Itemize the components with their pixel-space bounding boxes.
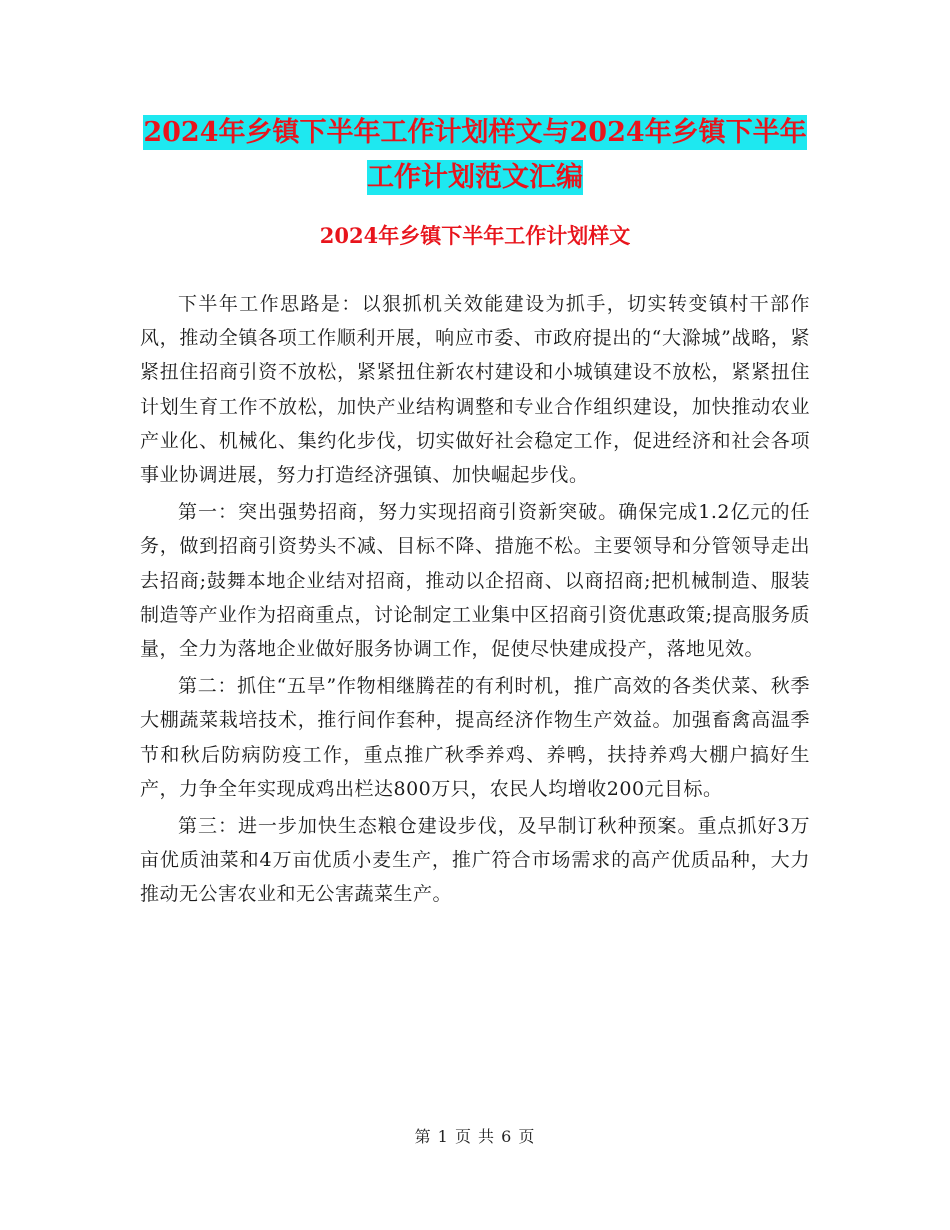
section-title: 2024年乡镇下半年工作计划样文 (319, 223, 631, 248)
paragraph: 第二：抓住“五旱”作物相继腾茬的有利时机，推广高效的各类伏菜、秋季大棚蔬菜栽培技术，推行间作套种，提高经济作物生产效益。加强畜禽高温季节和秋后防病防疫工作，重点推广秋季养鸡、养鸭，扶持养鸡大棚户搞好生产，力争全年实现成鸡出栏达800万只，农民人均增收200元目标。 (140, 675, 810, 800)
document-title (140, 110, 810, 200)
page-footer: 第 1 页 共 6 页 (414, 1127, 536, 1146)
title-line-2: 工作计划范文汇编 (367, 162, 583, 193)
paragraph: 第一：突出强势招商，努力实现招商引资新突破。确保完成1.2亿元的任务，做到招商引资势头不减、目标不降、措施不松。主要领导和分管领导走出去招商;鼓舞本地企业结对招商，推动以企招商、以商招商;把机械制造、服装制造等产业作为招商重点，讨论制定工业集中区招商引资优惠政策;提高服务质量，全力为落地企业做好服务协调工作，促使尽快建成投产，落地见效。 (140, 501, 810, 661)
paragraph: 下半年工作思路是：以狠抓机关效能建设为抓手，切实转变镇村干部作风，推动全镇各项工作顺利开展，响应市委、市政府提出的“大滁城”战略，紧紧扭住招商引资不放松，紧紧扭住新农村建设和小城镇建设不放松，紧紧扭住计划生育工作不放松，加快产业结构调整和专业合作组织建设，加快推动农业产业化、机械化、集约化步伐，切实做好社会稳定工作，促进经济和社会各项事业协调进展，努力打造经济强镇、加快崛起步伐。 (140, 293, 810, 487)
paragraph: 第三：进一步加快生态粮仓建设步伐，及早制订秋种预案。重点抓好3万亩优质油菜和4万亩优质小麦生产，推广符合市场需求的高产优质品种，大力推动无公害农业和无公害蔬菜生产。 (140, 815, 810, 906)
document-body (140, 287, 810, 915)
title-line-1: 2024年乡镇下半年工作计划样文与2024年乡镇下半年 (143, 117, 807, 148)
